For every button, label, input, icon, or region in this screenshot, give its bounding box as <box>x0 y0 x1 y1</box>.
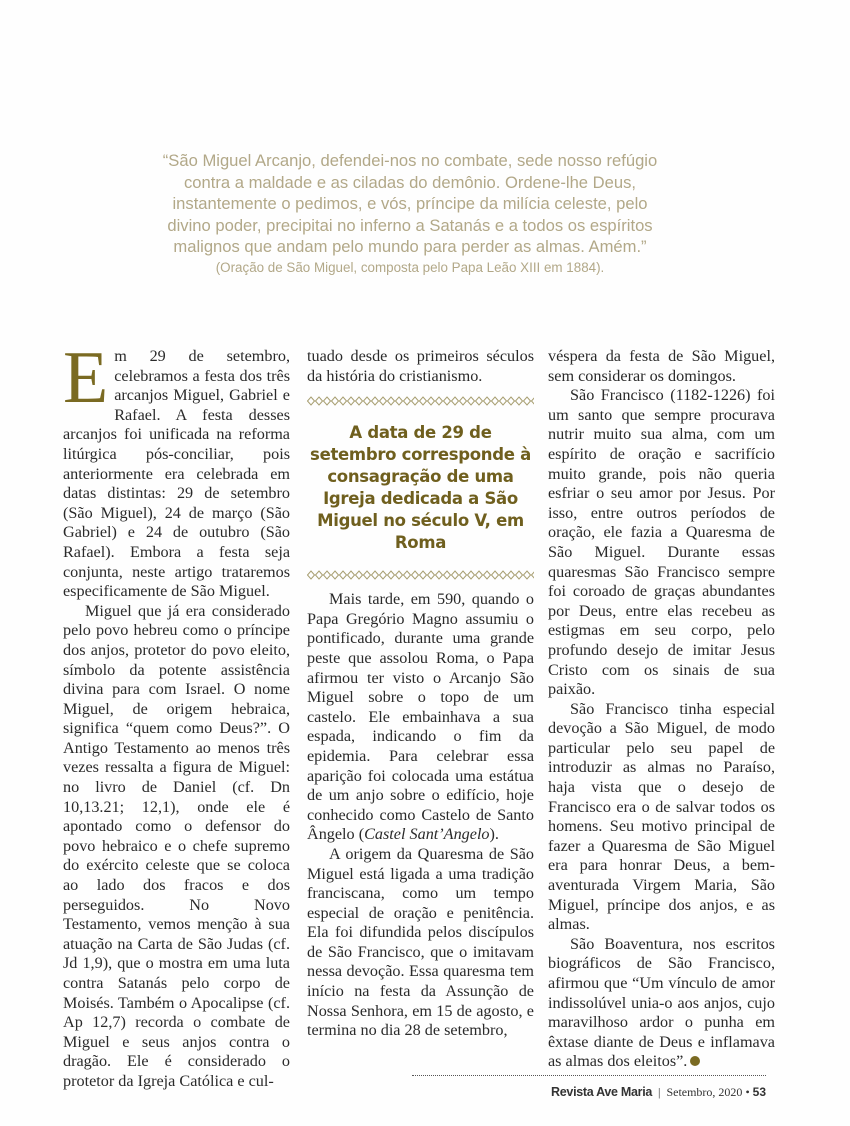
paragraph-text: ). <box>489 825 499 844</box>
article-column-3 <box>548 347 775 1072</box>
diamond-divider-bottom <box>307 570 534 580</box>
page-footer <box>551 1085 766 1100</box>
article-paragraph <box>548 935 775 1072</box>
epigraph-text: “São Miguel Arcanjo, defendei-nos no combate, sede nosso refúgio contra a maldade e as ciladas do demônio. Ordene-lhe Deus, instantemente o pedimos, e vós, príncipe da milícia celeste, pelo divino poder, precipitai no inferno a Satanás e a todos os espíritos malignos que andam pelo mundo para perder as almas. Amém.” <box>162 151 658 256</box>
epigraph <box>160 150 660 278</box>
paragraph-text: São Boaventura, nos escritos biográficos de São Francisco, afirmou que “Um vínculo de amor indissolúvel unia-o aos anjos, cujo maravilhoso ardor o punha em êxtase diante de Deus e inflamava as almas dos eleitos”. <box>548 934 775 1071</box>
issue-date: Setembro, 2020 <box>666 1085 743 1099</box>
article-column-2 <box>307 347 534 1041</box>
paragraph-text: Mais tarde, em 590, quando o Papa Gregório Magno assumiu o pontificado, durante uma grande peste que assolou Roma, o Papa afirmou ter visto o Arcanjo São Miguel sobre o topo de um castelo. Ele embainhava a sua espada, indicando o fim da epidemia. Para celebrar essa aparição foi colocada uma estátua de um anjo sobre o edifício, hoje conhecido como Castelo de Santo Ângelo ( <box>307 590 534 844</box>
diamond-divider-top <box>307 396 534 406</box>
end-mark-dot-icon <box>690 1056 700 1066</box>
article-paragraph: A origem da Quaresma de São Miguel está ligada a uma tradição franciscana, como um tempo especial de oração e penitência. Ela foi difundida pelos discípulos de São Francisco, que o imitavam nessa devoção. Essa quaresma tem início na festa da Assunção de Nossa Senhora, em 15 de agosto, e termina no dia 28 de setembro, <box>307 844 534 1040</box>
magazine-name: Revista Ave Maria <box>551 1085 653 1099</box>
pull-quote: A data de 29 de setembro corresponde à consagração de uma Igreja dedicada a São Miguel no século V, em Roma <box>310 423 531 553</box>
article-paragraph: véspera da festa de São Miguel, sem considerar os domingos. <box>548 347 775 385</box>
paragraph-text: m 29 de setembro, celebramos a festa dos três arcanjos Miguel, Gabriel e Rafael. A festa desses arcanjos foi unificada na reforma litúrgica pós-conciliar, pois anteriormente era celebrada em datas distintas: 29 de setembro (São Miguel), 24 de março (São Gabriel) e 24 de outubro (São Rafael). Embora a festa seja conjunta, neste artigo trataremos especificamente de São Miguel. <box>63 347 290 601</box>
article-paragraph: São Francisco (1182-1226) foi um santo que sempre procurava nutrir muito sua alma, com um espírito de oração e sacrifício muito grande, pois não queria esfriar o seu amor por Jesus. Por isso, entre outros períodos de oração, ele fazia a Quaresma de São Miguel. Durante essas quaresmas São Francisco sempre foi coroado de graças abundantes por Deus, entre elas recebeu as estigmas em seu corpo, pelo profundo desejo de imitar Jesus Cristo com os sinais de sua paixão. <box>548 386 775 699</box>
article-paragraph: tuado desde os primeiros séculos da história do cristianismo. <box>307 347 534 385</box>
article-paragraph: Miguel que já era considerado pelo povo hebreu como o príncipe dos anjos, protetor do povo eleito, símbolo da potente assistência divina para com Israel. O nome Miguel, de origem hebraica, significa “quem como Deus?”. O Antigo Testamento ao menos três vezes ressalta a figura de Miguel: no livro de Daniel (cf. Dn 10,13.21; 12,1), onde ele é apontado como o defensor do povo hebraico e o chefe supremo do exército celeste que se coloca ao lado dos fracos e dos perseguidos. No Novo Testamento, vemos menção à sua atuação na Carta de São Judas (cf. Jd 1,9), que o mostra em uma luta contra Satanás pelo corpo de Moisés. Também o Apocalipse (cf. Ap 12,7) recorda o combate de Miguel e seus anjos contra o dragão. Ele é considerado o protetor da Igreja Católica e cul- <box>63 601 290 1090</box>
drop-cap: E <box>63 337 109 419</box>
article-column-1 <box>63 337 290 1092</box>
article-paragraph <box>307 590 534 845</box>
epigraph-source: (Oração de São Miguel, composta pelo Papa Leão XIII em 1884). <box>215 259 605 275</box>
article-paragraph <box>63 337 290 602</box>
article-paragraph: São Francisco tinha especial devoção a São Miguel, de modo particular pelo seu papel de introduzir as almas no Paraíso, haja vista que o desejo de Francisco era o de salvar todos os homens. Seu motivo principal de fazer a Quaresma de São Miguel era para honrar Deus, a bem-aventurada Virgem Maria, São Miguel, príncipe dos anjos, e as almas. <box>548 699 775 934</box>
footer-bullet: • <box>745 1085 750 1099</box>
footer-dotted-rule <box>412 1075 766 1076</box>
italic-title: Castel Sant’Angelo <box>364 825 490 844</box>
page-number: 53 <box>752 1085 766 1099</box>
footer-separator: | <box>658 1085 661 1099</box>
